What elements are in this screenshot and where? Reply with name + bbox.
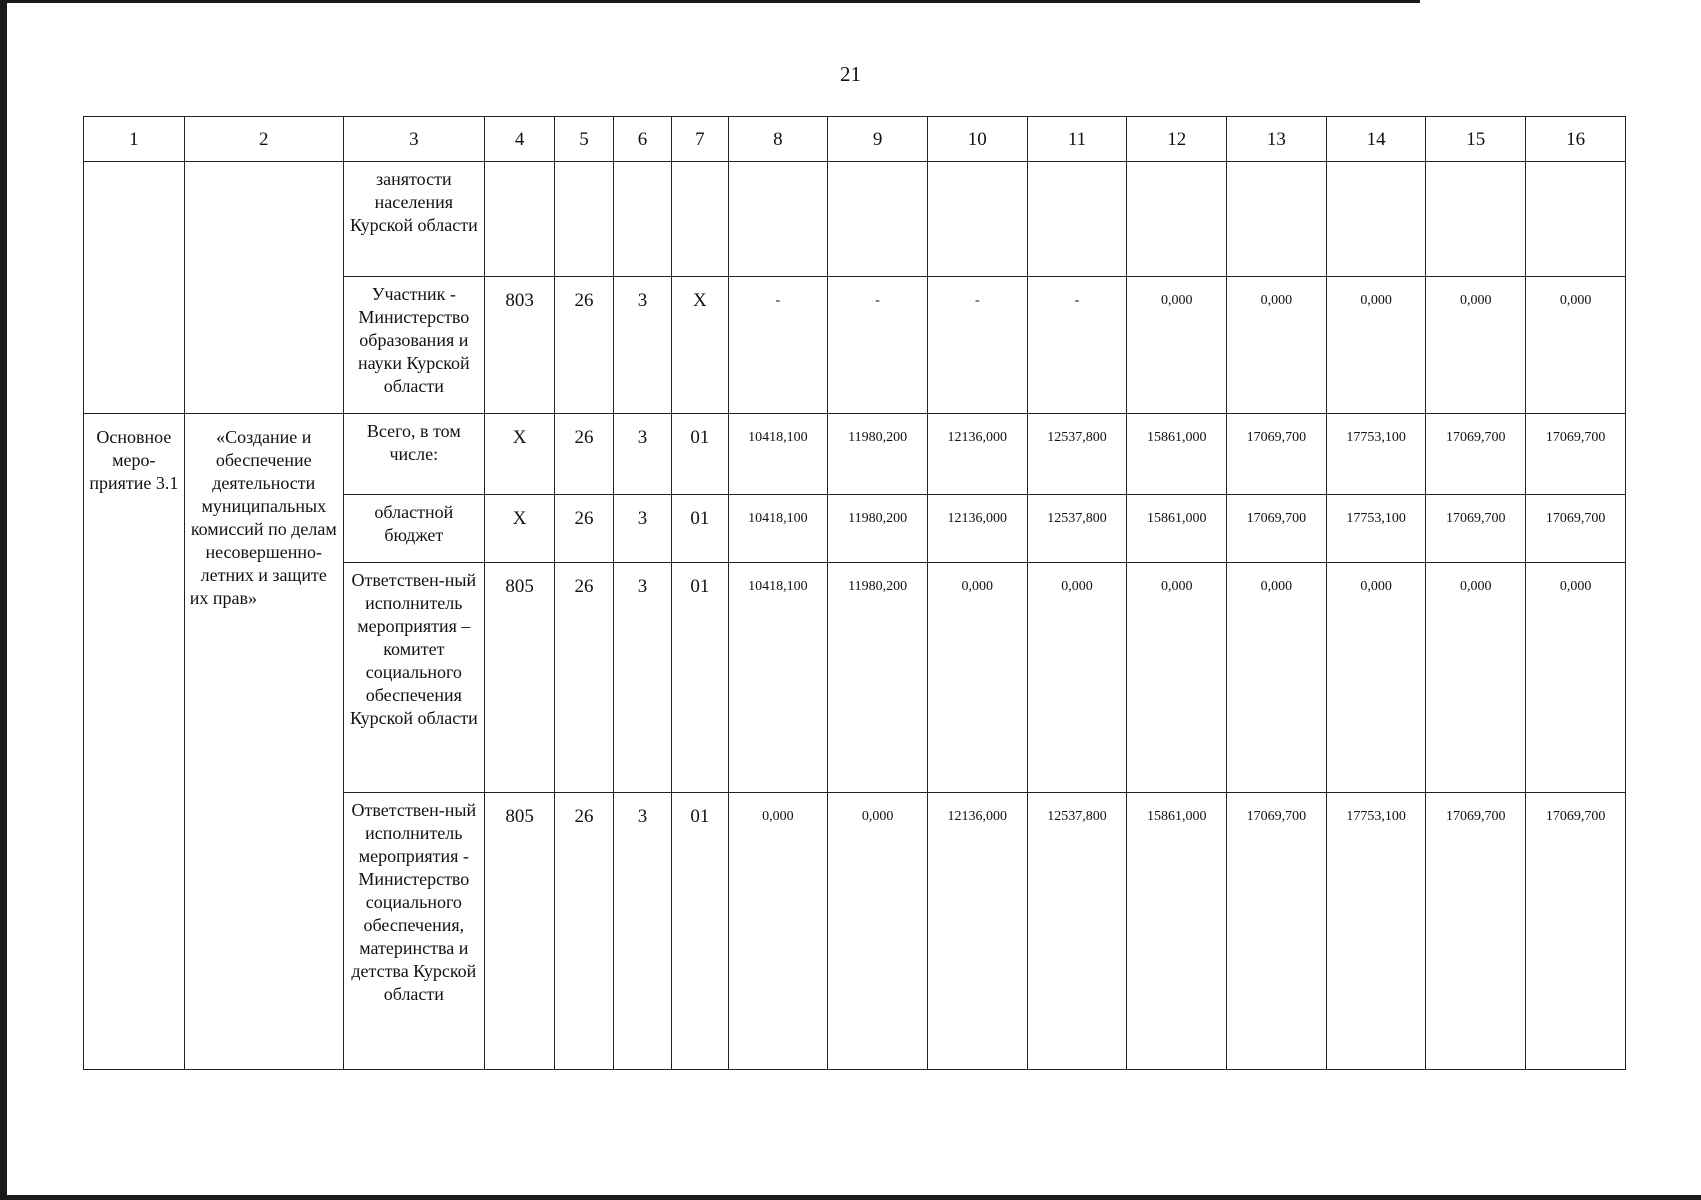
code-cell: 01 (672, 414, 728, 495)
code-cell: 26 (555, 277, 613, 414)
value-cell: 12136,000 (927, 793, 1027, 1070)
code-cell: 26 (555, 793, 613, 1070)
empty-cell (184, 162, 343, 414)
value-cell: 17069,700 (1526, 495, 1626, 563)
value-cell: - (728, 277, 828, 414)
value-cell: 17069,700 (1526, 414, 1626, 495)
executor-cell: Участник - Министерство образования и науки Курской области (343, 277, 484, 414)
table-row (84, 162, 1626, 277)
code-cell: 26 (555, 495, 613, 563)
value-cell: 0,000 (1326, 277, 1426, 414)
value-cell: 12136,000 (927, 495, 1027, 563)
value-cell: 11980,200 (828, 563, 928, 793)
value-cell: 0,000 (1227, 277, 1327, 414)
value-cell (1227, 162, 1327, 277)
value-cell (1326, 162, 1426, 277)
value-cell (927, 162, 1027, 277)
code-cell: 3 (613, 277, 671, 414)
header-cell: 7 (672, 117, 728, 162)
value-cell: 0,000 (1526, 563, 1626, 793)
header-row (84, 117, 1626, 162)
header-cell: 2 (184, 117, 343, 162)
code-cell: 3 (613, 563, 671, 793)
value-cell: 0,000 (1027, 563, 1127, 793)
header-cell: 16 (1526, 117, 1626, 162)
budget-table (83, 116, 1626, 1070)
executor-cell: Ответствен-ный исполнитель мероприятия – комитет социального обеспечения Курской области (343, 563, 484, 793)
value-cell: 12537,800 (1027, 414, 1127, 495)
page-number: 21 (840, 62, 861, 86)
value-cell: 15861,000 (1127, 414, 1227, 495)
value-cell: 17069,700 (1526, 793, 1626, 1070)
value-cell: 0,000 (927, 563, 1027, 793)
value-cell: 17069,700 (1227, 495, 1327, 563)
value-cell: - (1027, 277, 1127, 414)
header-cell: 3 (343, 117, 484, 162)
empty-cell (84, 162, 185, 414)
measure-name-cell: «Создание и обеспечение деятельности муниципальных комиссий по делам несовершенно-летних и защите их прав» (184, 414, 343, 1070)
value-cell: 17069,700 (1426, 414, 1526, 495)
header-cell: 5 (555, 117, 613, 162)
header-cell: 9 (828, 117, 928, 162)
code-cell: 3 (613, 793, 671, 1070)
value-cell: 17753,100 (1326, 414, 1426, 495)
value-cell: 17069,700 (1227, 793, 1327, 1070)
code-cell: 26 (555, 563, 613, 793)
header-cell: 8 (728, 117, 828, 162)
value-cell: 17069,700 (1227, 414, 1327, 495)
value-cell: 10418,100 (728, 563, 828, 793)
value-cell: 0,000 (728, 793, 828, 1070)
code-cell: 803 (484, 277, 555, 414)
value-cell: 0,000 (828, 793, 928, 1070)
value-cell (1426, 162, 1526, 277)
header-cell: 6 (613, 117, 671, 162)
value-cell (828, 162, 928, 277)
value-cell: 12136,000 (927, 414, 1027, 495)
code-cell: 01 (672, 563, 728, 793)
value-cell: 17753,100 (1326, 793, 1426, 1070)
code-cell: 01 (672, 495, 728, 563)
executor-cell: занятости населения Курской области (343, 162, 484, 277)
header-cell: 11 (1027, 117, 1127, 162)
code-cell: 805 (484, 563, 555, 793)
code-cell: X (484, 414, 555, 495)
code-cell (484, 162, 555, 277)
value-cell: 15861,000 (1127, 793, 1227, 1070)
code-cell: 3 (613, 414, 671, 495)
code-cell (672, 162, 728, 277)
value-cell (1127, 162, 1227, 277)
code-cell: X (484, 495, 555, 563)
header-cell: 1 (84, 117, 185, 162)
code-cell: 01 (672, 793, 728, 1070)
code-cell: 3 (613, 495, 671, 563)
value-cell: 11980,200 (828, 495, 928, 563)
value-cell: 17069,700 (1426, 793, 1526, 1070)
value-cell: 17069,700 (1426, 495, 1526, 563)
code-cell: 805 (484, 793, 555, 1070)
value-cell: 15861,000 (1127, 495, 1227, 563)
value-cell: - (927, 277, 1027, 414)
value-cell: 12537,800 (1027, 495, 1127, 563)
value-cell: 11980,200 (828, 414, 928, 495)
header-cell: 15 (1426, 117, 1526, 162)
value-cell: - (828, 277, 928, 414)
scan-border-left (0, 0, 7, 1200)
value-cell: 17753,100 (1326, 495, 1426, 563)
value-cell: 12537,800 (1027, 793, 1127, 1070)
value-cell: 0,000 (1227, 563, 1327, 793)
header-cell: 13 (1227, 117, 1327, 162)
header-cell: 14 (1326, 117, 1426, 162)
value-cell: 0,000 (1326, 563, 1426, 793)
value-cell: 0,000 (1127, 277, 1227, 414)
value-cell: 0,000 (1127, 563, 1227, 793)
code-cell: 26 (555, 414, 613, 495)
header-cell: 10 (927, 117, 1027, 162)
code-cell: X (672, 277, 728, 414)
header-cell: 12 (1127, 117, 1227, 162)
executor-cell: Всего, в том числе: (343, 414, 484, 495)
value-cell (1526, 162, 1626, 277)
value-cell: 10418,100 (728, 414, 828, 495)
value-cell: 0,000 (1426, 563, 1526, 793)
value-cell: 0,000 (1526, 277, 1626, 414)
executor-cell: Ответствен-ный исполнитель мероприятия - Министерство социального обеспечения, материнства и детства Курской области (343, 793, 484, 1070)
scan-border-bottom (0, 1195, 1701, 1200)
executor-cell: областной бюджет (343, 495, 484, 563)
measure-number-cell: Основное меро-приятие 3.1 (84, 414, 185, 1070)
value-cell (728, 162, 828, 277)
scan-border-top (0, 0, 1420, 3)
table-row (84, 414, 1626, 495)
value-cell: 0,000 (1426, 277, 1526, 414)
code-cell (613, 162, 671, 277)
header-cell: 4 (484, 117, 555, 162)
value-cell (1027, 162, 1127, 277)
code-cell (555, 162, 613, 277)
value-cell: 10418,100 (728, 495, 828, 563)
